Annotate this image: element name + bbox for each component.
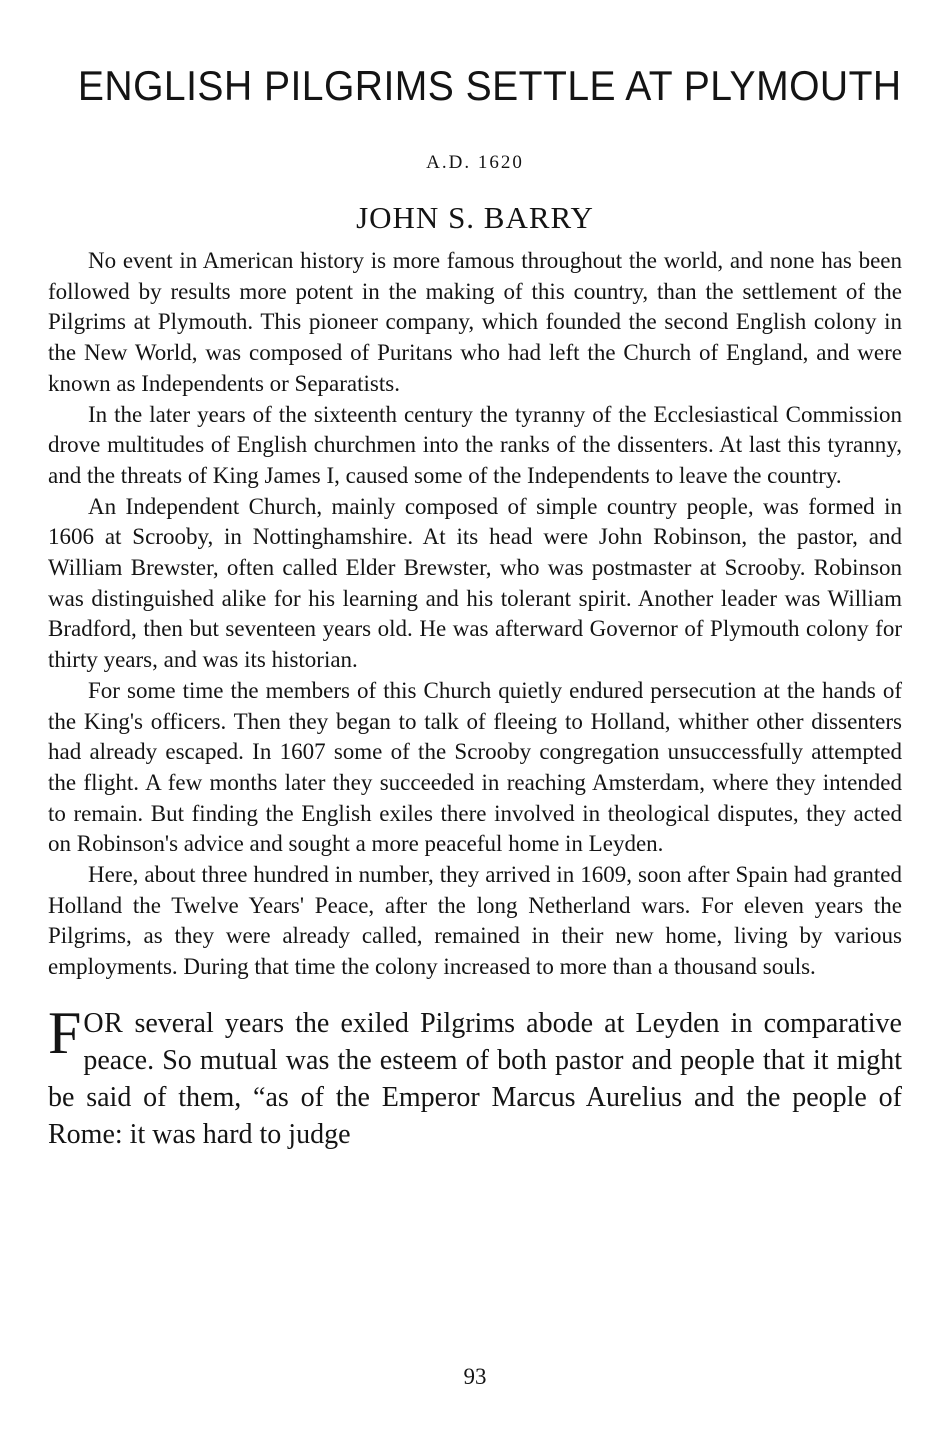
page-number: 93 bbox=[463, 1364, 487, 1389]
introduction bbox=[48, 246, 902, 983]
intro-paragraph: In the later years of the sixteenth century the tyranny of the Ecclesiastical Commission drove multitudes of English churchmen into the ranks of the dissenters. At last this tyranny, and the threats of King James I, caused some of the Independents to leave the country. bbox=[48, 401, 902, 488]
body-text: several years the exiled Pilgrims abode at Leyden in comparative peace. So mutual was the esteem of both pastor and people that it might be said of them, “as of the Emperor Marcus Aurelius and the people of Rome: it was hard to judge bbox=[48, 1007, 902, 1150]
intro-paragraph: For some time the members of this Church quietly endured persecution at the hands of the King's officers. Then they began to talk of fleeing to Holland, whither other dissenters had already escaped. In 1607 some of the Scrooby congregation unsuccessfully attempted the flight. A few months later they succeeded in reaching Amsterdam, where they intended to remain. But finding the English exiles there involved in theological disputes, they acted on Robinson's advice and sought a more peaceful home in Leyden. bbox=[48, 677, 902, 857]
author-name: JOHN S. BARRY bbox=[356, 200, 594, 235]
intro-paragraph: An Independent Church, mainly composed of simple country people, was formed in 1606 at Scrooby, in Nottinghamshire. At its head were John Robinson, the pastor, and William Brewster, often called Elder Brewster, who was postmaster at Scrooby. Robinson was distinguished alike for his learning and his tolerant spirit. Another leader was William Bradford, then but seventeen years old. He was afterward Governor of Plymouth colony for thirty years, and was its historian. bbox=[48, 493, 902, 673]
page bbox=[48, 60, 902, 1153]
main-text bbox=[48, 999, 902, 1153]
intro-paragraph: Here, about three hundred in number, they arrived in 1609, soon after Spain had granted Holland the Twelve Years' Peace, after the long Netherland wars. For eleven years the Pilgrims, as they were already called, remained in their new home, living by various employments. During that time the colony increased to more than a thousand souls. bbox=[48, 862, 902, 980]
chapter-title: ENGLISH PILGRIMS SETTLE AT PLYMOUTH bbox=[77, 62, 902, 109]
chapter-date: A.D. 1620 bbox=[426, 152, 524, 173]
drop-cap: F bbox=[48, 999, 82, 1066]
body-paragraph bbox=[48, 999, 902, 1153]
intro-paragraph: No event in American history is more famous throughout the world, and none has been followed by results more potent in the making of this country, than the settlement of the Pilgrims at Plymouth. This pioneer company, which founded the second English colony in the New World, was composed of Puritans who had left the Church of England, and were known as Independents or Separatists. bbox=[48, 248, 902, 396]
first-word-rest: OR bbox=[83, 1007, 124, 1039]
